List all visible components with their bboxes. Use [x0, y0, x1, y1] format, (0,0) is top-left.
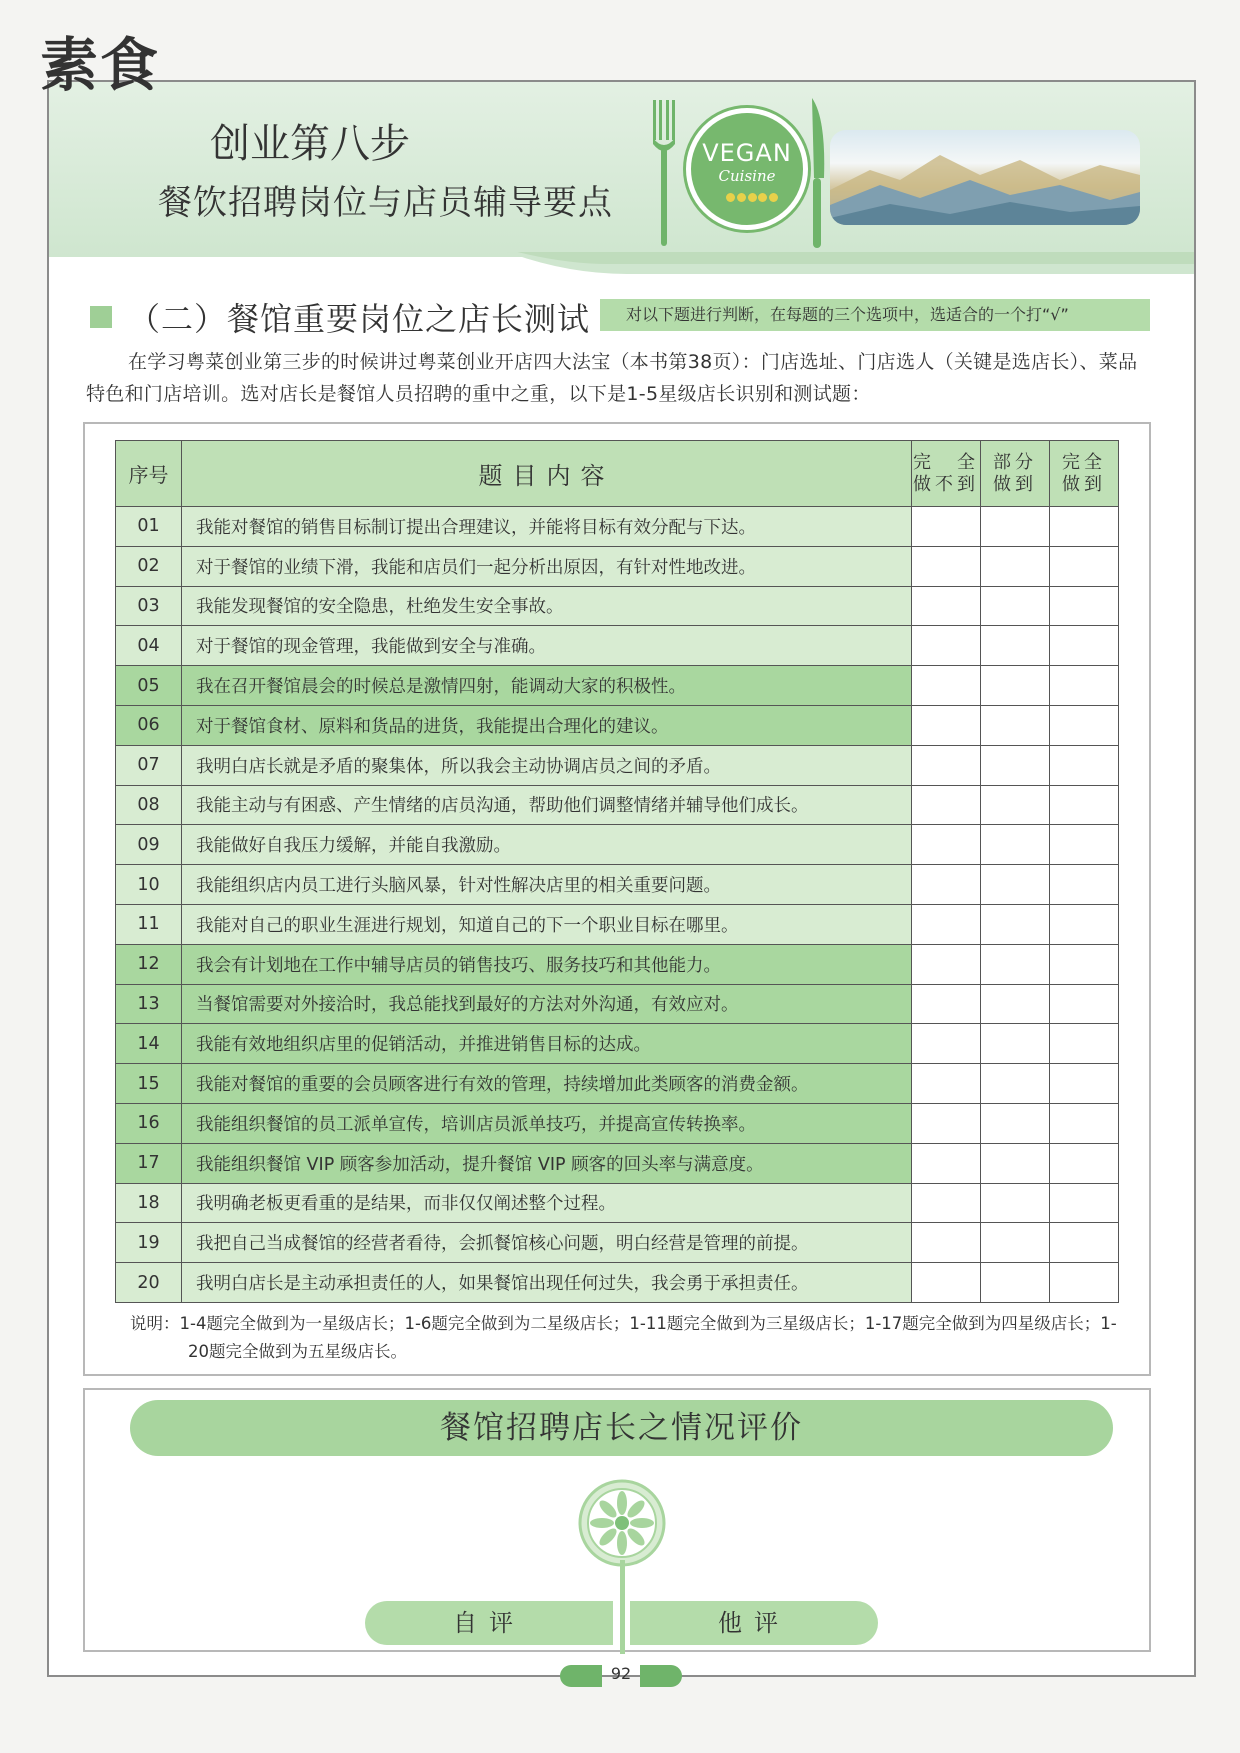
answer-cell-partial[interactable] — [981, 1223, 1050, 1263]
row-number: 09 — [116, 825, 182, 865]
row-question: 我把自己当成餐馆的经营者看待，会抓餐馆核心问题，明白经营是管理的前提。 — [182, 1223, 912, 1263]
answer-cell-full[interactable] — [1050, 785, 1119, 825]
row-question: 我明白店长是主动承担责任的人，如果餐馆出现任何过失，我会勇于承担责任。 — [182, 1263, 912, 1303]
answer-cell-none[interactable] — [912, 1064, 981, 1104]
row-question: 我能对餐馆的重要的会员顾客进行有效的管理，持续增加此类顾客的消费金额。 — [182, 1064, 912, 1104]
header-option-none — [912, 441, 981, 507]
table-row — [116, 1024, 1119, 1064]
table-row — [116, 904, 1119, 944]
table-row — [116, 1183, 1119, 1223]
intro-paragraph: 在学习粤菜创业第三步的时候讲过粤菜创业开店四大法宝（本书第38页）：门店选址、门店选人（关键是选店长）、菜品特色和门店培训。选对店长是餐馆人员招聘的重中之重，以下是1-5星级店长识别和测试题： — [86, 351, 1138, 405]
row-question: 我能组织餐馆 VIP 顾客参加活动，提升餐馆 VIP 顾客的回头率与满意度。 — [182, 1143, 912, 1183]
header-wave — [49, 252, 1194, 276]
answer-cell-partial[interactable] — [981, 904, 1050, 944]
answer-cell-full[interactable] — [1050, 1223, 1119, 1263]
title-step: 创业第八步 — [210, 121, 410, 167]
answer-cell-none[interactable] — [912, 865, 981, 905]
row-question: 对于餐馆的现金管理，我能做到安全与准确。 — [182, 626, 912, 666]
answer-cell-none[interactable] — [912, 1223, 981, 1263]
header-content: 题目内容 — [182, 441, 912, 507]
answer-cell-full[interactable] — [1050, 984, 1119, 1024]
row-number: 06 — [116, 705, 182, 745]
page-subtitle: 餐饮招聘岗位与店员辅导要点 — [158, 183, 613, 223]
answer-cell-none[interactable] — [912, 546, 981, 586]
logo-text: VEGAN — [702, 139, 792, 167]
section-marker — [90, 306, 112, 328]
answer-cell-full[interactable] — [1050, 1103, 1119, 1143]
header-option-partial — [981, 441, 1050, 507]
row-question: 我能主动与有困惑、产生情绪的店员沟通，帮助他们调整情绪并辅导他们成长。 — [182, 785, 912, 825]
answer-cell-none[interactable] — [912, 666, 981, 706]
answer-cell-full[interactable] — [1050, 1064, 1119, 1104]
peer-evaluation-tab: 他评 — [630, 1601, 878, 1645]
table-row — [116, 546, 1119, 586]
answer-cell-none[interactable] — [912, 1103, 981, 1143]
answer-cell-full[interactable] — [1050, 944, 1119, 984]
table-row — [116, 944, 1119, 984]
answer-cell-full[interactable] — [1050, 705, 1119, 745]
table-row — [116, 666, 1119, 706]
mountain-illustration — [830, 130, 1140, 225]
answer-cell-partial[interactable] — [981, 944, 1050, 984]
answer-cell-partial[interactable] — [981, 984, 1050, 1024]
page-tab-left — [560, 1665, 602, 1687]
landscape-image — [830, 130, 1140, 225]
answer-cell-partial[interactable] — [981, 1183, 1050, 1223]
answer-cell-none[interactable] — [912, 745, 981, 785]
instruction-box: 对以下题进行判断，在每题的三个选项中，选适合的一个打“√” — [600, 299, 1150, 331]
row-number: 18 — [116, 1183, 182, 1223]
self-evaluation-tab: 自评 — [365, 1601, 613, 1645]
answer-cell-full[interactable] — [1050, 626, 1119, 666]
row-number: 02 — [116, 546, 182, 586]
answer-cell-full[interactable] — [1050, 825, 1119, 865]
answer-cell-partial[interactable] — [981, 1103, 1050, 1143]
row-number: 19 — [116, 1223, 182, 1263]
answer-cell-partial[interactable] — [981, 745, 1050, 785]
answer-cell-none[interactable] — [912, 626, 981, 666]
quiz-table — [115, 440, 1119, 1303]
row-question: 我能对自己的职业生涯进行规划，知道自己的下一个职业目标在哪里。 — [182, 904, 912, 944]
row-question: 我能组织餐馆的员工派单宣传，培训店员派单技巧，并提高宣传转换率。 — [182, 1103, 912, 1143]
row-number: 10 — [116, 865, 182, 905]
header-option-full-line1: 完全 — [1062, 451, 1106, 473]
row-question: 对于餐馆的业绩下滑，我能和店员们一起分析出原因，有针对性地改进。 — [182, 546, 912, 586]
answer-cell-partial[interactable] — [981, 1024, 1050, 1064]
table-row — [116, 626, 1119, 666]
answer-cell-partial[interactable] — [981, 865, 1050, 905]
answer-cell-partial[interactable] — [981, 1143, 1050, 1183]
answer-cell-none[interactable] — [912, 984, 981, 1024]
row-question: 我会有计划地在工作中辅导店员的销售技巧、服务技巧和其他能力。 — [182, 944, 912, 984]
header-option-full — [1050, 441, 1119, 507]
header-option-partial-line1: 部分 — [993, 451, 1037, 473]
table-row — [116, 1143, 1119, 1183]
quiz-body — [116, 507, 1119, 1303]
section-title: （二）餐馆重要岗位之店长测试 — [128, 300, 591, 338]
header-option-none-line1: 完 全 — [913, 451, 979, 473]
row-number: 04 — [116, 626, 182, 666]
table-row — [116, 507, 1119, 547]
row-number: 20 — [116, 1263, 182, 1303]
page-number: 92 — [610, 1664, 632, 1683]
answer-cell-none[interactable] — [912, 1024, 981, 1064]
title-main: 素食 — [40, 31, 161, 99]
table-row — [116, 1103, 1119, 1143]
answer-cell-none[interactable] — [912, 1183, 981, 1223]
row-question: 当餐馆需要对外接洽时，我总能找到最好的方法对外沟通，有效应对。 — [182, 984, 912, 1024]
answer-cell-partial[interactable] — [981, 626, 1050, 666]
table-row — [116, 1223, 1119, 1263]
row-number: 11 — [116, 904, 182, 944]
logo-subtext: Cuisine — [718, 167, 776, 185]
header-option-full-line2: 做到 — [1062, 473, 1106, 495]
row-question: 对于餐馆食材、原料和货品的进货，我能提出合理化的建议。 — [182, 705, 912, 745]
answer-cell-full[interactable] — [1050, 1143, 1119, 1183]
row-number: 14 — [116, 1024, 182, 1064]
answer-cell-partial[interactable] — [981, 507, 1050, 547]
answer-cell-partial[interactable] — [981, 1064, 1050, 1104]
table-row — [116, 705, 1119, 745]
row-question: 我能组织店内员工进行头脑风暴，针对性解决店里的相关重要问题。 — [182, 865, 912, 905]
row-number: 05 — [116, 666, 182, 706]
row-question: 我能做好自我压力缓解，并能自我激励。 — [182, 825, 912, 865]
answer-cell-none[interactable] — [912, 586, 981, 626]
table-row — [116, 1263, 1119, 1303]
row-question: 我能发现餐馆的安全隐患，杜绝发生安全事故。 — [182, 586, 912, 626]
header-option-partial-line2: 做到 — [993, 473, 1037, 495]
scoring-note: 说明：1-4题完全做到为一星级店长；1-6题完全做到为二星级店长；1-11题完全做到为三星级店长；1-17题完全做到为四星级店长；1-20题完全做到为五星级店长。 — [130, 1314, 1117, 1361]
answer-cell-full[interactable] — [1050, 865, 1119, 905]
answer-cell-full[interactable] — [1050, 1263, 1119, 1303]
answer-cell-partial[interactable] — [981, 705, 1050, 745]
row-question: 我在召开餐馆晨会的时候总是激情四射，能调动大家的积极性。 — [182, 666, 912, 706]
answer-cell-none[interactable] — [912, 904, 981, 944]
answer-cell-partial[interactable] — [981, 586, 1050, 626]
answer-cell-full[interactable] — [1050, 666, 1119, 706]
page-tab-right — [640, 1665, 682, 1687]
answer-cell-full[interactable] — [1050, 745, 1119, 785]
answer-cell-full[interactable] — [1050, 904, 1119, 944]
flower-icon — [577, 1478, 667, 1568]
answer-cell-partial[interactable] — [981, 825, 1050, 865]
table-row — [116, 586, 1119, 626]
row-number: 07 — [116, 745, 182, 785]
row-number: 15 — [116, 1064, 182, 1104]
answer-cell-none[interactable] — [912, 825, 981, 865]
table-row — [116, 825, 1119, 865]
answer-cell-full[interactable] — [1050, 586, 1119, 626]
answer-cell-full[interactable] — [1050, 1183, 1119, 1223]
answer-cell-none[interactable] — [912, 1143, 981, 1183]
table-row — [116, 785, 1119, 825]
vegan-logo — [686, 108, 808, 230]
answer-cell-none[interactable] — [912, 944, 981, 984]
answer-cell-partial[interactable] — [981, 546, 1050, 586]
table-row — [116, 865, 1119, 905]
answer-cell-full[interactable] — [1050, 507, 1119, 547]
row-number: 03 — [116, 586, 182, 626]
flower-stem — [620, 1560, 625, 1654]
answer-cell-none[interactable] — [912, 785, 981, 825]
evaluation-title: 餐馆招聘店长之情况评价 — [130, 1400, 1113, 1456]
answer-cell-full[interactable] — [1050, 1024, 1119, 1064]
table-row — [116, 1064, 1119, 1104]
row-question: 我明确老板更看重的是结果，而非仅仅阐述整个过程。 — [182, 1183, 912, 1223]
header-option-none-line2: 做不到 — [913, 473, 979, 495]
table-row — [116, 745, 1119, 785]
row-number: 13 — [116, 984, 182, 1024]
row-question: 我能有效地组织店里的促销活动，并推进销售目标的达成。 — [182, 1024, 912, 1064]
answer-cell-full[interactable] — [1050, 546, 1119, 586]
answer-cell-partial[interactable] — [981, 785, 1050, 825]
row-question: 我能对餐馆的销售目标制订提出合理建议，并能将目标有效分配与下达。 — [182, 507, 912, 547]
answer-cell-partial[interactable] — [981, 666, 1050, 706]
fork-icon — [651, 100, 677, 246]
table-row — [116, 984, 1119, 1024]
knife-icon — [808, 98, 826, 248]
table-header-row — [116, 441, 1119, 507]
row-number: 16 — [116, 1103, 182, 1143]
row-question: 我明白店长就是矛盾的聚集体，所以我会主动协调店员之间的矛盾。 — [182, 745, 912, 785]
row-number: 01 — [116, 507, 182, 547]
logo-dots — [726, 193, 778, 203]
row-number: 08 — [116, 785, 182, 825]
answer-cell-none[interactable] — [912, 507, 981, 547]
answer-cell-none[interactable] — [912, 705, 981, 745]
answer-cell-none[interactable] — [912, 1263, 981, 1303]
header-no: 序号 — [116, 441, 182, 507]
row-number: 17 — [116, 1143, 182, 1183]
row-number: 12 — [116, 944, 182, 984]
answer-cell-partial[interactable] — [981, 1263, 1050, 1303]
